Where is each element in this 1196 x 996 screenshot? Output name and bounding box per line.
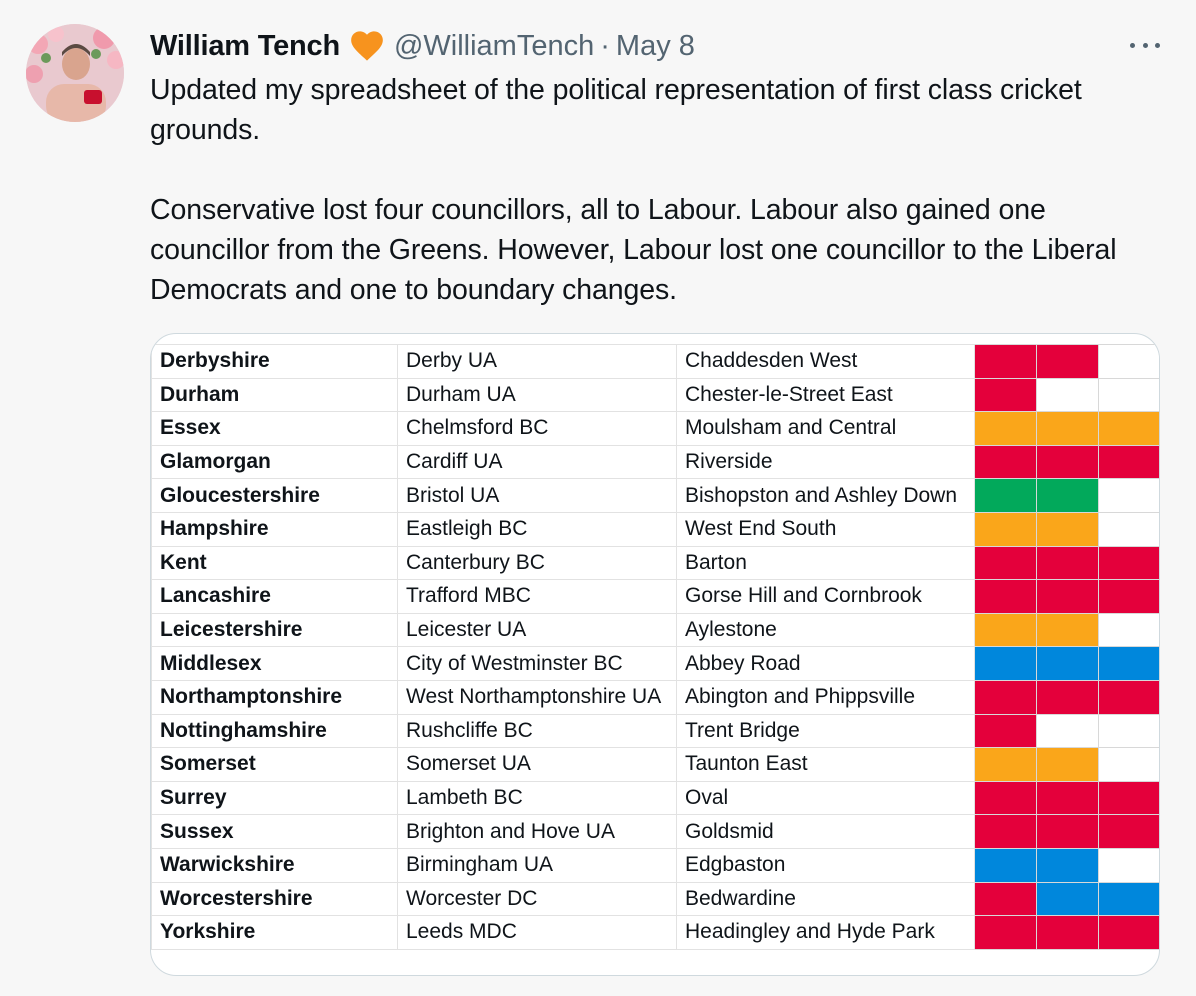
seat-cell: [975, 916, 1037, 950]
table-row: [152, 378, 1161, 412]
tweet-paragraph-1: Updated my spreadsheet of the political representation of first class cricket grounds.: [150, 74, 1082, 146]
table-row: [152, 647, 1161, 681]
council-cell: Derby UA: [398, 345, 677, 379]
seat-cell: [1099, 680, 1161, 714]
county-cell: Derbyshire: [152, 345, 398, 379]
seat-cell: [1037, 580, 1099, 614]
table-row: [152, 748, 1161, 782]
council-cell: Bristol UA: [398, 479, 677, 513]
seat-cell: [1037, 815, 1099, 849]
county-cell: Middlesex: [152, 647, 398, 681]
seat-cell: [1037, 613, 1099, 647]
ward-cell: Moulsham and Central: [677, 412, 975, 446]
ward-cell: Chester-le-Street East: [677, 378, 975, 412]
seat-cell: [975, 848, 1037, 882]
seat-cell: [1099, 882, 1161, 916]
seat-cell: [1037, 445, 1099, 479]
seat-cell: [1099, 647, 1161, 681]
seat-cell: [975, 378, 1037, 412]
seat-cell: [1099, 815, 1161, 849]
separator-dot: ·: [600, 29, 610, 62]
more-options-icon[interactable]: [1130, 30, 1160, 60]
seat-cell: [975, 445, 1037, 479]
council-cell: Leicester UA: [398, 613, 677, 647]
timestamp[interactable]: May 8: [615, 29, 695, 62]
ward-cell: Trent Bridge: [677, 714, 975, 748]
seat-cell: [1037, 748, 1099, 782]
county-cell: Sussex: [152, 815, 398, 849]
county-cell: Hampshire: [152, 512, 398, 546]
county-cell: Kent: [152, 546, 398, 580]
table-row: [152, 848, 1161, 882]
seat-cell: [975, 882, 1037, 916]
council-cell: Trafford MBC: [398, 580, 677, 614]
county-cell: Essex: [152, 412, 398, 446]
county-cell: Surrey: [152, 781, 398, 815]
table-row: [152, 580, 1161, 614]
seat-cell: [975, 781, 1037, 815]
council-cell: Cardiff UA: [398, 445, 677, 479]
county-cell: Warwickshire: [152, 848, 398, 882]
seat-cell: [1037, 680, 1099, 714]
table-row: [152, 680, 1161, 714]
table-row: [152, 512, 1161, 546]
council-cell: Eastleigh BC: [398, 512, 677, 546]
ward-cell: Oval: [677, 781, 975, 815]
tweet-text: [150, 70, 1160, 310]
seat-cell: [1037, 848, 1099, 882]
council-cell: Worcester DC: [398, 882, 677, 916]
seat-cell: [975, 512, 1037, 546]
seat-cell: [1099, 345, 1161, 379]
ward-cell: Barton: [677, 546, 975, 580]
ward-cell: Headingley and Hyde Park: [677, 916, 975, 950]
seat-cell: [1099, 378, 1161, 412]
ward-cell: Taunton East: [677, 748, 975, 782]
seat-cell: [1037, 412, 1099, 446]
tweet-header: [150, 26, 695, 66]
council-cell: Birmingham UA: [398, 848, 677, 882]
handle[interactable]: @WilliamTench: [393, 29, 595, 62]
seat-cell: [1037, 345, 1099, 379]
seat-cell: [1099, 580, 1161, 614]
seat-cell: [1099, 445, 1161, 479]
seat-cell: [975, 815, 1037, 849]
seat-cell: [1099, 748, 1161, 782]
seat-cell: [1099, 512, 1161, 546]
seat-cell: [975, 680, 1037, 714]
council-cell: Somerset UA: [398, 748, 677, 782]
seat-cell: [1037, 781, 1099, 815]
seat-cell: [975, 412, 1037, 446]
council-cell: City of Westminster BC: [398, 647, 677, 681]
council-cell: Lambeth BC: [398, 781, 677, 815]
seat-cell: [1099, 714, 1161, 748]
table-row: [152, 882, 1161, 916]
seat-cell: [975, 546, 1037, 580]
seat-cell: [1037, 546, 1099, 580]
seat-cell: [1099, 848, 1161, 882]
table-row: [152, 412, 1161, 446]
table-row: [152, 345, 1161, 379]
seat-cell: [1037, 512, 1099, 546]
council-cell: Brighton and Hove UA: [398, 815, 677, 849]
seat-cell: [1099, 781, 1161, 815]
seat-cell: [1099, 613, 1161, 647]
seat-cell: [1037, 916, 1099, 950]
county-cell: Glamorgan: [152, 445, 398, 479]
seat-cell: [1037, 378, 1099, 412]
ward-cell: Aylestone: [677, 613, 975, 647]
county-cell: Durham: [152, 378, 398, 412]
seat-cell: [975, 345, 1037, 379]
council-cell: Chelmsford BC: [398, 412, 677, 446]
ward-cell: Abbey Road: [677, 647, 975, 681]
county-cell: Somerset: [152, 748, 398, 782]
seat-cell: [1099, 916, 1161, 950]
county-cell: Northamptonshire: [152, 680, 398, 714]
table-row: [152, 546, 1161, 580]
table-row: [152, 916, 1161, 950]
table-row: [152, 613, 1161, 647]
county-cell: Yorkshire: [152, 916, 398, 950]
spreadsheet: [151, 344, 1160, 950]
tweet-paragraph-2: Conservative lost four councillors, all to Labour. Labour also gained one councillor from the Greens. However, Labour lost one councillor to the Liberal Democrats and one to boundary changes.: [150, 194, 1117, 306]
council-cell: Canterbury BC: [398, 546, 677, 580]
avatar-image: [26, 24, 124, 122]
council-cell: Rushcliffe BC: [398, 714, 677, 748]
seat-cell: [1099, 412, 1161, 446]
ward-cell: Abington and Phippsville: [677, 680, 975, 714]
ward-cell: Goldsmid: [677, 815, 975, 849]
table-row: [152, 479, 1161, 513]
seat-cell: [1037, 647, 1099, 681]
council-cell: Durham UA: [398, 378, 677, 412]
county-cell: Gloucestershire: [152, 479, 398, 513]
tweet-image[interactable]: [150, 333, 1160, 976]
avatar[interactable]: [26, 24, 124, 122]
ward-cell: West End South: [677, 512, 975, 546]
orange-heart-icon: [348, 27, 386, 65]
ward-cell: Chaddesden West: [677, 345, 975, 379]
table-row: [152, 714, 1161, 748]
display-name[interactable]: William Tench: [150, 29, 340, 62]
seat-cell: [975, 714, 1037, 748]
seat-cell: [1037, 882, 1099, 916]
county-cell: Nottinghamshire: [152, 714, 398, 748]
council-cell: West Northamptonshire UA: [398, 680, 677, 714]
county-cell: Leicestershire: [152, 613, 398, 647]
ward-cell: Riverside: [677, 445, 975, 479]
seat-cell: [1037, 479, 1099, 513]
ward-cell: Gorse Hill and Cornbrook: [677, 580, 975, 614]
seat-cell: [1099, 546, 1161, 580]
ward-cell: Edgbaston: [677, 848, 975, 882]
council-cell: Leeds MDC: [398, 916, 677, 950]
seat-cell: [975, 580, 1037, 614]
seat-cell: [975, 647, 1037, 681]
seat-cell: [1037, 714, 1099, 748]
seat-cell: [975, 748, 1037, 782]
county-cell: Lancashire: [152, 580, 398, 614]
seat-cell: [975, 479, 1037, 513]
table-row: [152, 815, 1161, 849]
county-cell: Worcestershire: [152, 882, 398, 916]
ward-cell: Bedwardine: [677, 882, 975, 916]
table-row: [152, 445, 1161, 479]
table-row: [152, 781, 1161, 815]
ward-cell: Bishopston and Ashley Down: [677, 479, 975, 513]
seat-cell: [1099, 479, 1161, 513]
seat-cell: [975, 613, 1037, 647]
